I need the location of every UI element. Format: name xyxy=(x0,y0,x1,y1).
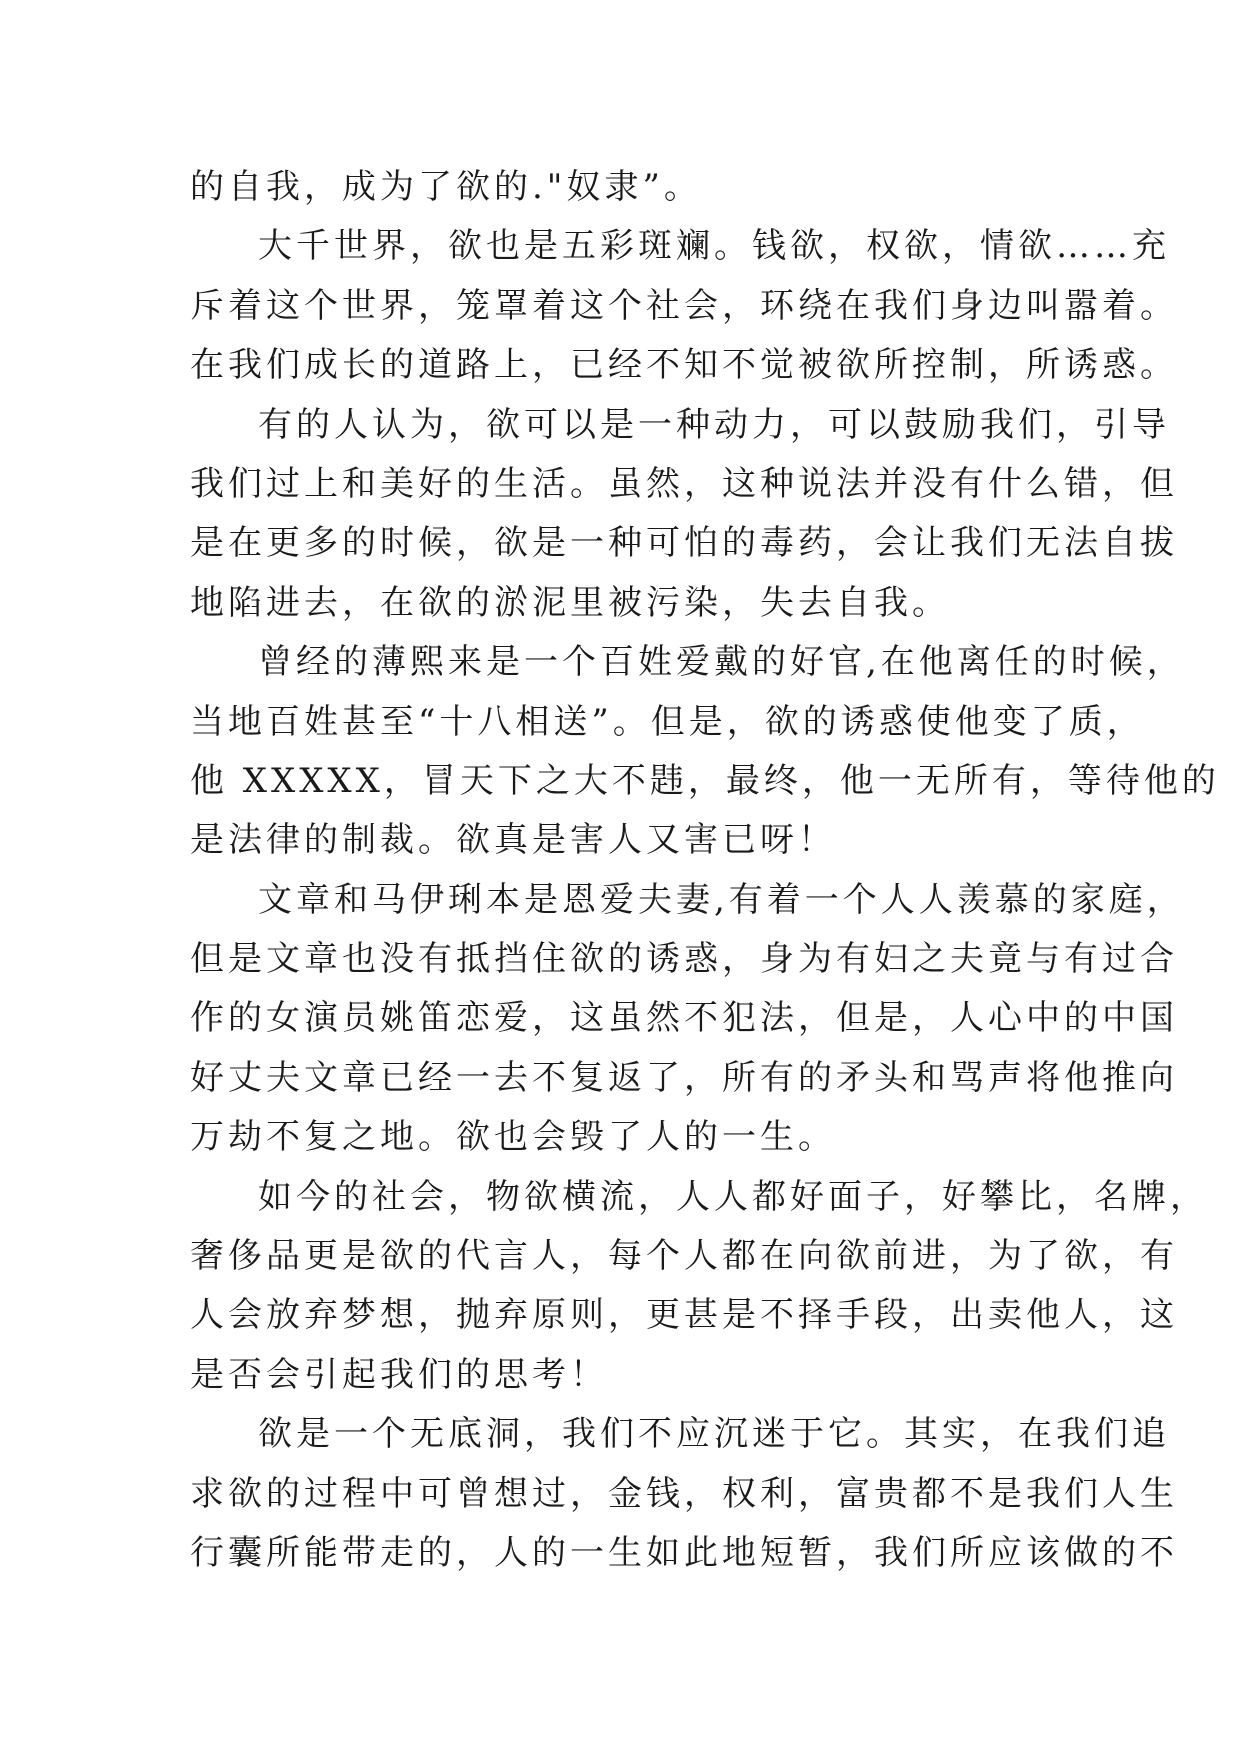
text-line: 曾经的薄熙来是一个百姓爱戴的好官,在他离任的时候， xyxy=(258,642,1185,683)
text-line: 行囊所能带走的，人的一生如此地短暂，我们所应该做的不 xyxy=(190,1532,1178,1573)
text-line: 有的人认为，欲可以是一种动力，可以鼓励我们，引导 xyxy=(258,404,1170,445)
text-line: 大千世界，欲也是五彩斑斓。钱欲，权欲，情欲……充 xyxy=(258,226,1170,267)
text-line: 地陷进去，在欲的淤泥里被污染，失去自我。 xyxy=(190,582,950,623)
text-line: 是否会引起我们的思考！ xyxy=(190,1354,608,1395)
text-line: 好丈夫文章已经一去不复返了，所有的矛头和骂声将他推向 xyxy=(190,1057,1178,1098)
text-line: 在我们成长的道路上，已经不知不觉被欲所控制，所诱惑。 xyxy=(190,345,1178,386)
text-line: 我们过上和美好的生活。虽然，这种说法并没有什么错，但 xyxy=(190,463,1178,504)
text-line: 他 XXXXX，冒天下之大不韪，最终，他一无所有，等待他的 xyxy=(190,760,1220,801)
text-line: 斥着这个世界，笼罩着这个社会，环绕在我们身边叫嚣着。 xyxy=(190,285,1178,326)
text-line: 如今的社会，物欲横流，人人都好面子，好攀比，名牌， xyxy=(258,1176,1208,1217)
body-text xyxy=(190,158,1220,1583)
text-line: 当地百姓甚至“十八相送”。但是，欲的诱惑使他变了质， xyxy=(190,701,1145,742)
text-line: 文章和马伊琍本是恩爱夫妻,有着一个人人羡慕的家庭， xyxy=(258,879,1185,920)
text-line: 是法律的制裁。欲真是害人又害已呀！ xyxy=(190,820,836,861)
text-line: 欲是一个无底洞，我们不应沉迷于它。其实，在我们追 xyxy=(258,1414,1170,1455)
text-line: 的自我，成为了欲的."奴隶”。 xyxy=(190,167,702,207)
text-line: 作的女演员姚笛恋爱，这虽然不犯法，但是，人心中的中国 xyxy=(190,998,1178,1039)
text-line: 但是文章也没有抵挡住欲的诱惑，身为有妇之夫竟与有过合 xyxy=(190,939,1178,980)
text-line: 是在更多的时候，欲是一种可怕的毒药，会让我们无法自拔 xyxy=(190,523,1178,564)
text-line: 人会放弃梦想，抛弃原则，更甚是不择手段，出卖他人，这 xyxy=(190,1295,1178,1336)
text-line: 万劫不复之地。欲也会毁了人的一生。 xyxy=(190,1117,836,1158)
text-line: 奢侈品更是欲的代言人，每个人都在向欲前进，为了欲，有 xyxy=(190,1236,1178,1277)
text-line: 求欲的过程中可曾想过，金钱，权利，富贵都不是我们人生 xyxy=(190,1473,1178,1514)
